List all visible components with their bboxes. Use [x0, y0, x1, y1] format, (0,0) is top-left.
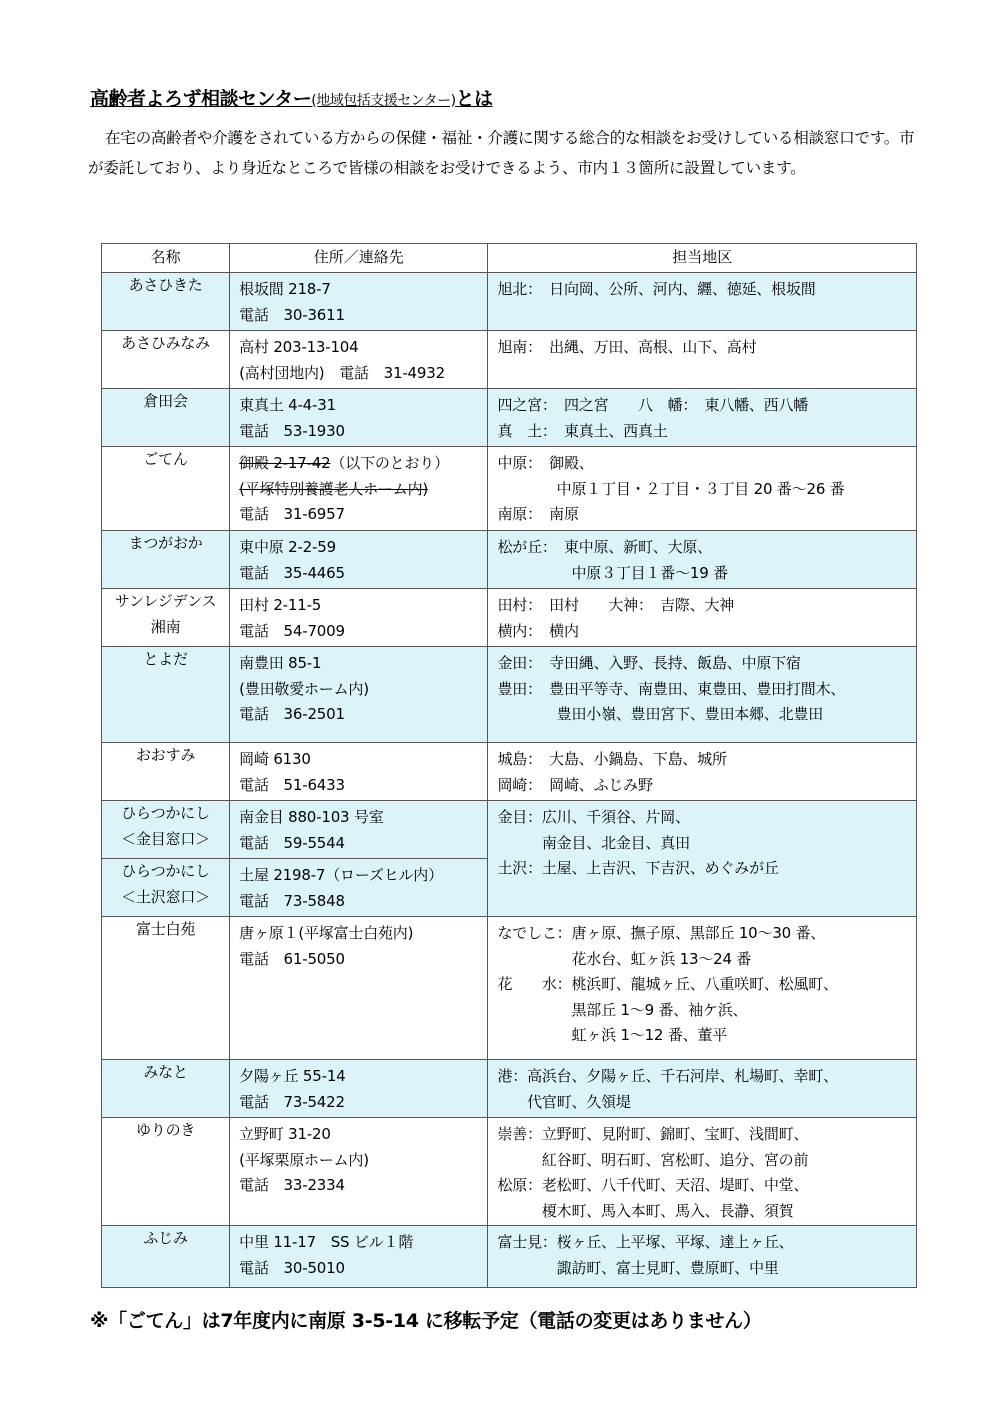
- table-row: [102, 917, 917, 1060]
- center-name: ゆりのき: [102, 1118, 230, 1226]
- center-name: あさひきた: [102, 273, 230, 331]
- intro-paragraph: 在宅の高齢者や介護をされている方からの保健・福祉・介護に関する総合的な相談をお受けしている相談窓口です。市が委託しており、より身近なところで皆様の相談をお受けできるよう、市内１３箇所に設置しています。: [88, 129, 915, 177]
- table-row: [102, 273, 917, 331]
- table-row: [102, 447, 917, 531]
- center-name: ごてん: [102, 447, 230, 531]
- title-sub: (地域包括支援センター): [311, 93, 456, 109]
- struck-old-facility: (平塚特別養護老人ホーム内): [239, 479, 429, 498]
- center-address: 夕陽ヶ丘 55-14 電話 73-5422: [230, 1060, 488, 1118]
- center-address: 土屋 2198-7（ローズヒル内） 電話 73-5848: [230, 859, 488, 917]
- table-row: [102, 647, 917, 743]
- table-row: [102, 1226, 917, 1288]
- center-name: まつがおか: [102, 531, 230, 589]
- center-area: 旭北： 日向岡、公所、河内、纒、徳延、根坂間: [488, 273, 917, 331]
- center-area: 港：高浜台、夕陽ヶ丘、千石河岸、札場町、幸町、 代官町、久領堤: [488, 1060, 917, 1118]
- table-row: [102, 743, 917, 801]
- center-address: 南豊田 85-1 (豊田敬愛ホーム内) 電話 36-2501: [230, 647, 488, 743]
- center-area: 崇善：立野町、見附町、錦町、宝町、浅間町、 紅谷町、明石町、宮松町、追分、宮の前 松原：老松町、八千代町、天沼、堤町、中堂、 榎木町、馬入本町、馬入、長瀞、須賀: [488, 1118, 917, 1226]
- table-row: [102, 801, 917, 859]
- table-row: [102, 331, 917, 389]
- table-header-row: [102, 244, 917, 273]
- center-name: 倉田会: [102, 389, 230, 447]
- center-address: 立野町 31-20 (平塚栗原ホーム内) 電話 33-2334: [230, 1118, 488, 1226]
- center-area: 富士見：桜ヶ丘、上平塚、平塚、達上ヶ丘、 諏訪町、富士見町、豊原町、中里: [488, 1226, 917, 1288]
- header-address: 住所／連絡先: [230, 244, 488, 273]
- relocation-note: ※「ごてん」は7年度内に南原 3-5-14 に移転予定（電話の変更はありません）: [90, 1310, 762, 1332]
- table-row: [102, 589, 917, 647]
- center-name: みなと: [102, 1060, 230, 1118]
- center-address: 岡崎 6130 電話 51-6433: [230, 743, 488, 801]
- center-name: 富士白苑: [102, 917, 230, 1060]
- address-note: （以下のとおり）: [330, 454, 449, 472]
- table-row: [102, 531, 917, 589]
- center-name: ひらつかにし ＜金目窓口＞: [102, 801, 230, 859]
- header-name: 名称: [102, 244, 230, 273]
- center-name: ひらつかにし ＜土沢窓口＞: [102, 859, 230, 917]
- table-row: [102, 1118, 917, 1226]
- center-address: 東中原 2-2-59 電話 35-4465: [230, 531, 488, 589]
- center-address: 唐ヶ原１(平塚富士白苑内) 電話 61-5050: [230, 917, 488, 1060]
- center-address: 御殿 2-17-42（以下のとおり） (平塚特別養護老人ホーム内) 電話 31-6957: [230, 447, 488, 531]
- center-name: おおすみ: [102, 743, 230, 801]
- center-address: 南金目 880-103 号室 電話 59-5544: [230, 801, 488, 859]
- table-row: [102, 389, 917, 447]
- header-area: 担当地区: [488, 244, 917, 273]
- center-address: 中里 11-17 SS ビル１階 電話 30-5010: [230, 1226, 488, 1288]
- center-area: 中原： 御殿、 中原１丁目・２丁目・３丁目 20 番～26 番 南原： 南原: [488, 447, 917, 531]
- center-area: 金田： 寺田縄、入野、長持、飯島、中原下宿 豊田： 豊田平等寺、南豊田、東豊田、豊田打間木、 豊田小嶺、豊田宮下、豊田本郷、北豊田: [488, 647, 917, 743]
- center-area: 城島： 大島、小鍋島、下島、城所 岡崎： 岡崎、ふじみ野: [488, 743, 917, 801]
- page-title: [90, 84, 910, 111]
- title-suffix: とは: [455, 88, 493, 110]
- center-name: ふじみ: [102, 1226, 230, 1288]
- table-row: [102, 1060, 917, 1118]
- center-area: 金目：広川、千須谷、片岡、 南金目、北金目、真田 土沢：土屋、上吉沢、下吉沢、めぐみが丘: [488, 801, 917, 917]
- center-address: 高村 203-13-104 (高村団地内) 電話 31-4932: [230, 331, 488, 389]
- center-area: なでしこ：唐ヶ原、撫子原、黒部丘 10～30 番、 花水台、虹ヶ浜 13～24 番 花 水：桃浜町、龍城ヶ丘、八重咲町、松風町、 黒部丘 1～9 番、袖ケ浜、 虹ヶ浜 1～12 番、董平: [488, 917, 917, 1060]
- center-address: 田村 2-11-5 電話 54-7009: [230, 589, 488, 647]
- center-name: サンレジデンス 湘南: [102, 589, 230, 647]
- center-area: 松が丘： 東中原、新町、大原、 中原３丁目１番～19 番: [488, 531, 917, 589]
- center-name: とよだ: [102, 647, 230, 743]
- center-table: [101, 243, 917, 1288]
- center-name: あさひみなみ: [102, 331, 230, 389]
- center-address: 東真土 4-4-31 電話 53-1930: [230, 389, 488, 447]
- center-area: 旭南： 出縄、万田、高根、山下、高村: [488, 331, 917, 389]
- struck-old-address: 御殿 2-17-42: [239, 454, 331, 472]
- center-address: 根坂間 218-7 電話 30-3611: [230, 273, 488, 331]
- center-area: 四之宮： 四之宮 八 幡： 東八幡、西八幡 真 土： 東真土、西真土: [488, 389, 917, 447]
- title-main: 高齢者よろず相談センター: [90, 88, 312, 110]
- center-area: 田村： 田村 大神： 吉際、大神 横内： 横内: [488, 589, 917, 647]
